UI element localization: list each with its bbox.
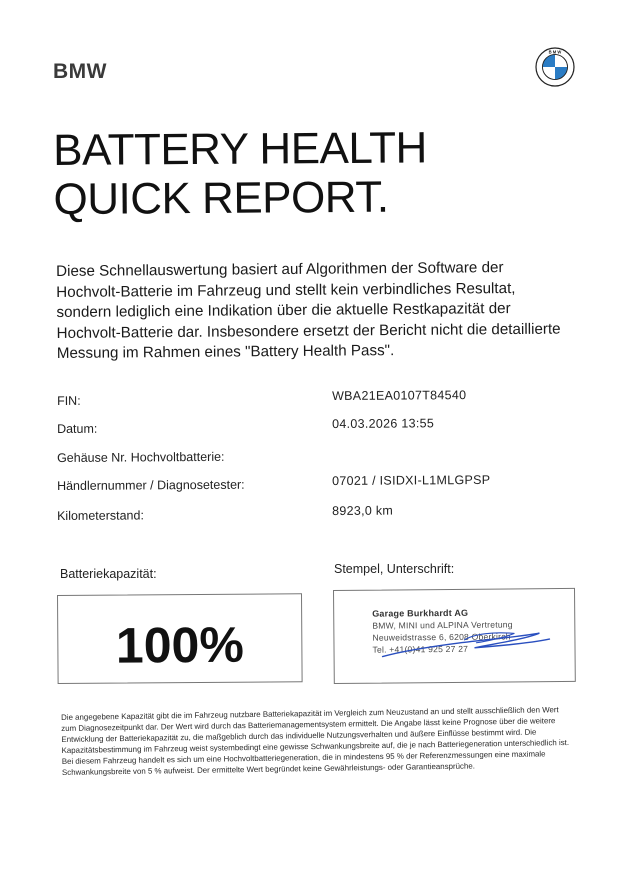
stamp-line-4: Tel. +41(0)41 925 27 27 — [372, 643, 469, 655]
stamp-line-3: Neuweidstrasse 6, 6208 Oberkirch — [372, 631, 511, 643]
field-label-kilometer: Kilometerstand: — [57, 508, 144, 523]
stamp-label: Stempel, Unterschrift: — [334, 562, 455, 576]
capacity-value: 100% — [115, 616, 244, 674]
field-label-haendler: Händlernummer / Diagnosetester: — [57, 477, 245, 493]
svg-text:B M W: B M W — [548, 49, 562, 55]
field-label-gehaeuse: Gehäuse Nr. Hochvoltbatterie: — [57, 449, 225, 465]
field-value-kilometer: 8923,0 km — [332, 503, 394, 518]
handwritten-signature — [364, 609, 565, 671]
title-line-2: QUICK REPORT. — [53, 172, 389, 224]
signature-box — [333, 588, 576, 684]
capacity-box — [57, 593, 303, 684]
capacity-label: Batteriekapazität: — [60, 567, 157, 581]
stamp-dealer-name: Garage Burkhardt AG — [372, 607, 469, 619]
disclaimer-footnote: Die angegebene Kapazität gibt die im Fahrzeug nutzbare Batteriekapazität im Vergleich zum Neuzustand an und stellt ausschließlich den Wert zum Diagnosezeitpunkt dar. Der Wert wird durch das Batteriemanagementsystem ermittelt. Die Angabe lässt keine Prognose über die weitere Entwicklung der Batteriekapazität zu, die maßgeblich durch das individuelle Nutzungsverhalten und äußere Einflüsse bestimmt wird. Die Kapazitätsbestimmung im Fahrzeug weist systembedingt eine gewisse Schwankungsbreite auf, die je nach Batteriegeneration unterschiedlich ist. Bei diesem Fahrzeug handelt es sich um eine Hochvoltbatteriegeneration, die in mindestens 95 % der Referenzmessungen eine maximale Schwankungsbreite von 5 % aufweist. Der ermittelte Wert begründet keine Gewährleistungs- oder Garantieansprüche. — [61, 705, 570, 778]
field-value-haendler: 07021 / ISIDXI-L1MLGPSP — [332, 472, 491, 488]
title-line-1: BATTERY HEALTH — [53, 123, 427, 175]
bmw-roundel-icon — [535, 47, 575, 87]
page-title — [53, 123, 427, 224]
stamp-line-2: BMW, MINI und ALPINA Vertretung — [372, 619, 513, 631]
field-value-fin: WBA21EA0107T84540 — [332, 388, 467, 403]
field-label-fin: FIN: — [57, 393, 81, 408]
field-value-datum: 04.03.2026 13:55 — [332, 416, 435, 431]
intro-paragraph: Diese Schnellauswertung basiert auf Algorithmen der Software der Hochvolt-Batterie im Fahrzeug und stellt kein verbindliches Resultat, sondern lediglich eine Indikation über die aktuelle Restkapazität der Hochvolt-Batterie dar. Insbesondere ersetzt der Bericht nicht die detaillierte Messung im Rahmen eines "Battery Health Pass". — [56, 259, 561, 362]
field-label-datum: Datum: — [57, 421, 98, 436]
brand-wordmark: BMW — [53, 60, 107, 83]
